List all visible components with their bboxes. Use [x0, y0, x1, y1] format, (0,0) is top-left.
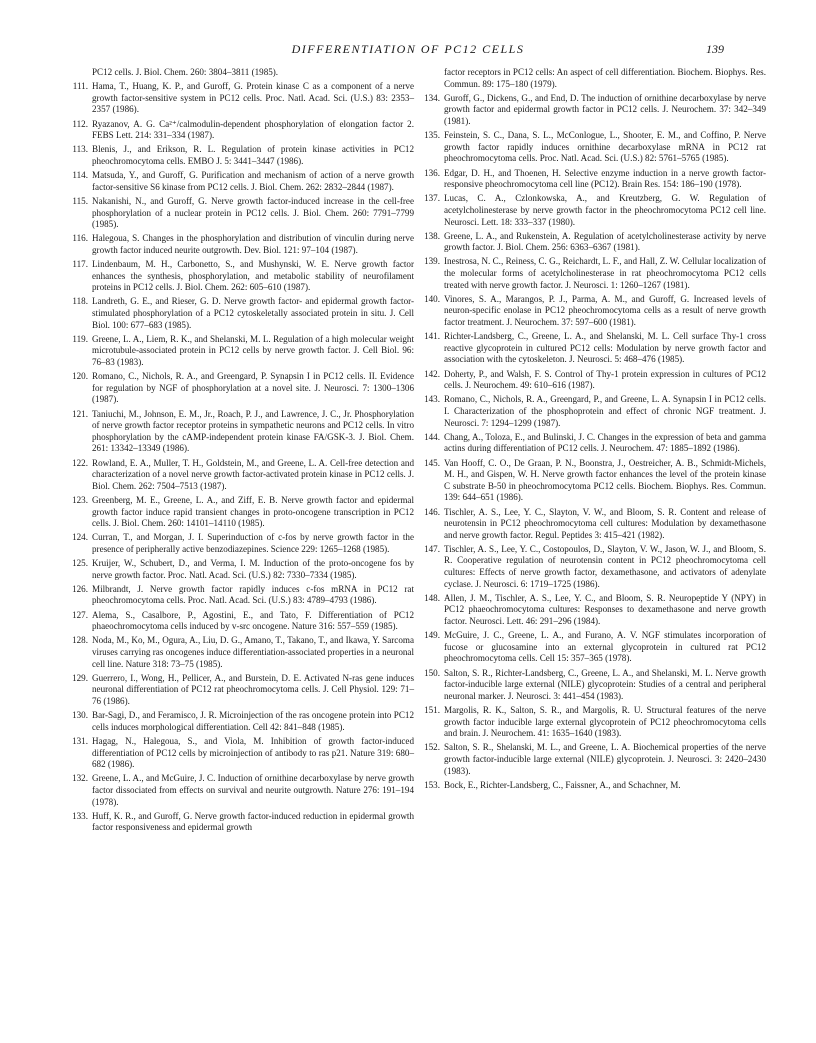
reference-text: Greene, L. A., Liem, R. K., and Shelanski, M. L. Regulation of a high molecular weight microtubule-associated protein in PC12 cells by nerve growth factor. J. Cell Biol. 96: 76–83 (1983). — [92, 333, 414, 367]
reference-column-right — [424, 67, 766, 794]
reference-text: PC12 cells. J. Biol. Chem. 260: 3804–3811 (1985). — [92, 67, 279, 77]
reference-text: Hagag, N., Halegoua, S., and Viola, M. Inhibition of growth factor-induced differentiation of PC12 cells by microinjection of antibody to ras p21. Nature 319: 680–682 (1986). — [92, 735, 414, 770]
reference-entry — [72, 233, 414, 256]
reference-number: 146. — [424, 506, 440, 517]
reference-entry — [72, 583, 414, 607]
reference-number: 119. — [72, 333, 88, 344]
reference-text: Bock, E., Richter-Landsberg, C., Faissner, A., and Schachner, M. — [444, 779, 681, 790]
reference-number: 124. — [72, 532, 88, 543]
reference-column-left — [72, 67, 414, 836]
reference-text: Matsuda, Y., and Guroff, G. Purification and mechanism of action of a nerve growth factor-sensitive S6 kinase from PC12 cells. J. Biol. Chem. 262: 2832–2844 (1987). — [92, 170, 414, 192]
reference-entry — [72, 81, 414, 116]
reference-text: factor receptors in PC12 cells: An aspect of cell differentiation. Biochem. Biophys. Res. Commun. 89: 175–180 (1979). — [444, 67, 766, 89]
reference-number: 132. — [72, 773, 88, 784]
reference-text: Feinstein, S. C., Dana, S. L., McConlogue, L., Shooter, E. M., and Coffino, P. Nerve growth factor rapidly induces ornithine decarboxylase mRNA in PC12 rat pheochromocytoma cells. Proc. Natl. Acad. Sci. (U.S.) 82: 5761–5765 (1985). — [444, 130, 766, 164]
reference-text: Richter-Landsberg, C., Greene, L. A., and Shelanski, M. L. Cell surface Thy-1 cross reactive glycoprotein in cultured PC12 cells: Modulation by nerve growth factor and association with the cytoskeleton. J. Neurosci. 5: 468–476 (1985). — [444, 331, 766, 365]
reference-entry — [72, 259, 414, 294]
reference-number: 127. — [72, 609, 88, 620]
reference-text: Guroff, G., Dickens, G., and End, D. The induction of ornithine decarboxylase by nerve growth factor and epidermal growth factor in PC12 cells. J. Neurochem. 37: 342–349 (1981). — [444, 92, 766, 126]
reference-entry — [72, 635, 414, 670]
reference-text: Lindenbaum, M. H., Carbonetto, S., and Mushynski, W. E. Nerve growth factor enhances the synthesis, phosphorylation, and metabolic stability of neurofilament proteins in PC12 cells. J. Biol. Chem. 262: 605–610 (1987). — [92, 259, 414, 293]
reference-number: 147. — [424, 543, 440, 554]
reference-entry — [424, 230, 766, 254]
reference-number: 123. — [72, 494, 88, 505]
reference-text: Chang, A., Toloza, E., and Bulinski, J. C. Changes in the expression of beta and gamma actins during differentiation of PC12 cells. J. Neurochem. 47: 1885–1892 (1986). — [444, 431, 766, 454]
reference-number: 118. — [72, 296, 88, 307]
reference-entry — [424, 431, 766, 455]
reference-entry — [424, 704, 766, 740]
reference-entry — [424, 167, 766, 191]
reference-text: Greenberg, M. E., Greene, L. A., and Ziff, E. B. Nerve growth factor and epidermal growth factor induce rapid transient changes in proto-oncogene transcription in PC12 cells. J. Biol. Chem. 260: 14101–14110 (1985). — [92, 494, 414, 529]
reference-number: 144. — [424, 431, 440, 442]
reference-number: 143. — [424, 394, 440, 405]
reference-entry — [424, 331, 766, 366]
reference-number: 128. — [72, 635, 88, 646]
page-number: 139 — [706, 42, 724, 56]
reference-entry — [424, 193, 766, 228]
running-title: DIFFERENTIATION OF PC12 CELLS — [291, 42, 525, 56]
reference-entry — [424, 92, 766, 128]
reference-number: 125. — [72, 558, 88, 569]
reference-text: Curran, T., and Morgan, J. I. Superinduction of c-fos by nerve growth factor in the presence of peripherally active benzodiazepines. Science 229: 1265–1268 (1985). — [92, 532, 414, 554]
reference-entry — [72, 118, 414, 142]
reference-entry — [72, 810, 414, 834]
reference-number: 126. — [72, 583, 88, 594]
reference-number: 116. — [72, 233, 88, 244]
reference-entry — [72, 672, 414, 708]
reference-number: 149. — [424, 630, 440, 641]
reference-entry — [424, 256, 766, 291]
reference-number: 142. — [424, 368, 440, 379]
reference-number: 131. — [72, 735, 88, 746]
reference-entry — [72, 144, 414, 167]
reference-number: 130. — [72, 710, 88, 721]
reference-number: 140. — [424, 293, 440, 304]
reference-entry — [424, 293, 766, 329]
reference-number: 152. — [424, 742, 440, 753]
page-header — [0, 40, 816, 60]
reference-text: Tischler, A. S., Lee, Y. C., Costopoulos, D., Slayton, V. W., Jason, W. J., and Bloom, S. R. Cooperative regulation of neurotensin content in PC12 pheochromocytoma cell cultures: Effects of nerve growth factor, dexamethasone, and activators of adenylate cyclase. J. Neurosci. 6: 1719–1725 (1986). — [444, 543, 766, 589]
reference-entry — [72, 609, 414, 633]
reference-number: 153. — [424, 779, 440, 790]
reference-text: Romano, C., Nichols, R. A., Greengard, P., and Greene, L. A. Synapsin I in PC12 cells. I. Characterization of the phosphoprotein and effect of chronic NGF treatment. J. Neurosci. 7: 1294–1299 (1987). — [444, 394, 766, 428]
reference-text: McGuire, J. C., Greene, L. A., and Furano, A. V. NGF stimulates incorporation of fucose or glucosamine into an external glycoprotein in cultured rat PC12 pheochromocytoma cells. Cell 15: 357–365 (1978). — [444, 630, 766, 664]
reference-text: Taniuchi, M., Johnson, E. M., Jr., Roach, P. J., and Lawrence, J. C., Jr. Phosphorylation of nerve growth factor receptor proteins in sympathetic neurons and PC12 cells. In vitro phosphorylation by the cAMP-independent protein kinase FA/GSK-3. J. Biol. Chem. 261: 13342–13349 (1986). — [92, 408, 414, 454]
reference-number: 135. — [424, 130, 440, 141]
reference-entry — [72, 457, 414, 493]
reference-entry — [424, 742, 766, 777]
reference-number: 145. — [424, 457, 440, 468]
reference-text: Edgar, D. H., and Thoenen, H. Selective enzyme induction in a nerve growth factor-responsive pheochromocytoma cell line (PC12). Brain Res. 154: 186–190 (1978). — [444, 167, 766, 190]
reference-text: Hama, T., Huang, K. P., and Guroff, G. Protein kinase C as a component of a nerve growth factor-sensitive system in PC12 cells. Proc. Natl. Acad. Sci. (U.S.) 83: 2353–2357 (1986). — [92, 81, 414, 115]
reference-entry — [424, 592, 766, 628]
reference-text: Lucas, C. A., Czlonkowska, A., and Kreutzberg, G. W. Regulation of acetylcholinesterase by nerve growth factor in the pheochromocytoma PC12 cell line. Neurosci. Lett. 18: 333–337 (1980). — [444, 193, 766, 227]
reference-text: Van Hooff, C. O., De Graan, P. N., Boonstra, J., Oestreicher, A. B., Schmidt-Michels, M. H., and Gispen, W. H. Nerve growth factor enhances the level of the protein kinase C substrate B-50 in pheochromocytoma PC12 cells. Biochem. Biophys. Res. Commun. 139: 644–651 (1986). — [444, 457, 766, 503]
reference-text: Greene, L. A., and Rukenstein, A. Regulation of acetylcholinesterase activity by nerve growth factor. J. Biol. Chem. 256: 6363–6367 (1981). — [444, 230, 766, 253]
reference-number: 120. — [72, 371, 88, 382]
reference-entry — [424, 543, 766, 590]
reference-entry — [424, 394, 766, 429]
reference-text: Huff, K. R., and Guroff, G. Nerve growth factor-induced reduction in epidermal growth factor responsiveness and epidermal growth — [92, 810, 414, 833]
reference-text: Guerrero, I., Wong, H., Pellicer, A., and Burstein, D. E. Activated N-ras gene induces neuronal differentiation of PC12 rat pheochromocytoma cells. J. Cell Physiol. 129: 71–76 (1986). — [92, 672, 414, 706]
reference-entry — [424, 667, 766, 703]
reference-number: 121. — [72, 408, 88, 419]
reference-entry — [72, 735, 414, 771]
reference-number: 150. — [424, 667, 440, 678]
reference-number: 139. — [424, 256, 440, 267]
reference-text: Allen, J. M., Tischler, A. S., Lee, Y. C., and Bloom, S. R. Neuropeptide Y (NPY) in PC12 phaeochromocytoma cultures: Responses to dexamethasone and nerve growth factor. Neurosci. Lett. 46: 291–296 (1984). — [444, 592, 766, 627]
reference-number: 117. — [72, 259, 88, 270]
reference-text: Margolis, R. K., Salton, S. R., and Margolis, R. U. Structural features of the nerve growth factor inducible large external glycoprotein of PC12 pheochromocytoma cells and brain. J. Neurochem. 41: 1635–1640 (1983). — [444, 704, 766, 739]
reference-entry — [72, 408, 414, 455]
reference-text: Noda, M., Ko, M., Ogura, A., Liu, D. G., Amano, T., Takano, T., and Ikawa, Y. Sarcoma viruses carrying ras oncogenes induce differentiation-associated properties in a neuronal cell line. Nature 318: 73–75 (1985). — [92, 635, 414, 669]
reference-number: 141. — [424, 331, 440, 342]
reference-number: 133. — [72, 810, 88, 821]
reference-entry — [78, 67, 414, 79]
reference-number: 129. — [72, 672, 88, 683]
reference-text: Nakanishi, N., and Guroff, G. Nerve growth factor-induced increase in the cell-free phosphorylation of a nuclear protein in PC12 cells. J. Biol. Chem. 260: 7791–7799 (1985). — [92, 195, 414, 230]
reference-number: 112. — [72, 118, 88, 129]
reference-number: 151. — [424, 704, 440, 715]
reference-entry — [424, 130, 766, 165]
reference-entry — [424, 506, 766, 542]
reference-entry — [72, 195, 414, 231]
reference-text: Rowland, E. A., Muller, T. H., Goldstein, M., and Greene, L. A. Cell-free detection and characterization of a novel nerve growth factor-activated protein kinase in PC12 cells. J. Biol. Chem. 262: 7504–7513 (1987). — [92, 457, 414, 491]
reference-text: Inestrosa, N. C., Reiness, C. G., Reichardt, L. F., and Hall, Z. W. Cellular localization of the molecular forms of acetylcholinesterase in rat pheochromocytoma PC12 cells treated with nerve growth factor. J. Neurosci. 1: 1260–1267 (1981). — [444, 256, 766, 290]
reference-entry — [72, 296, 414, 331]
reference-text: Vinores, S. A., Marangos, P. J., Parma, A. M., and Guroff, G. Increased levels of neuron-specific enolase in PC12 pheochromocytoma cells as a result of nerve growth factor treatment. J. Neurochem. 37: 597–600 (1981). — [444, 293, 766, 328]
reference-text: Greene, L. A., and McGuire, J. C. Induction of ornithine decarboxylase by nerve growth factor dissociated from effects on survival and neurite outgrowth. Nature 276: 191–194 (1978). — [92, 773, 414, 807]
reference-entry — [430, 67, 766, 90]
reference-number: 113. — [72, 144, 88, 155]
reference-text: Landreth, G. E., and Rieser, G. D. Nerve growth factor- and epidermal growth factor-stimulated phosphorylation of a PC12 cytoskeletally associated protein in situ. J. Cell Biol. 100: 677–683 (1985). — [92, 296, 414, 330]
reference-entry — [72, 170, 414, 193]
reference-entry — [72, 773, 414, 808]
reference-number: 111. — [72, 81, 88, 92]
reference-text: Halegoua, S. Changes in the phosphorylation and distribution of vinculin during nerve growth factor induced neurite outgrowth. Dev. Biol. 121: 97–104 (1987). — [92, 233, 414, 255]
reference-entry — [72, 333, 414, 369]
reference-number: 137. — [424, 193, 440, 204]
reference-entry — [72, 532, 414, 555]
reference-entry — [424, 630, 766, 665]
reference-entry — [424, 368, 766, 392]
reference-text: Bar-Sagi, D., and Feramisco, J. R. Microinjection of the ras oncogene protein into PC12 cells induces morphological differentiation. Cell 42: 841–848 (1985). — [92, 710, 414, 732]
reference-entry — [72, 371, 414, 406]
reference-text: Salton, S. R., Shelanski, M. L., and Greene, L. A. Biochemical properties of the nerve growth factor-inducible large external (NILE) glycoprotein. J. Neurosci. 3: 2420–2430 (1983). — [444, 742, 766, 776]
reference-entry — [72, 494, 414, 530]
reference-text: Blenis, J., and Erikson, R. L. Regulation of protein kinase activities in PC12 pheochromocytoma cells. EMBO J. 5: 3441–3447 (1986). — [92, 144, 414, 166]
reference-number: 115. — [72, 195, 88, 206]
reference-number: 134. — [424, 92, 440, 103]
reference-number: 138. — [424, 230, 440, 241]
reference-number: 114. — [72, 170, 88, 181]
reference-text: Kruijer, W., Schubert, D., and Verma, I. M. Induction of the proto-oncogene fos by nerve growth factor. Proc. Natl. Acad. Sci. (U.S.) 82: 7330–7334 (1985). — [92, 558, 414, 580]
reference-text: Milbrandt, J. Nerve growth factor rapidly induces c-fos mRNA in PC12 rat pheochromocytoma cells. Proc. Natl. Acad. Sci. (U.S.) 83: 4789–4793 (1986). — [92, 583, 414, 606]
reference-text: Alema, S., Casalbore, P., Agostini, E., and Tato, F. Differentiation of PC12 phaeochromocytoma cells induced by v-src oncogene. Nature 316: 557–559 (1985). — [92, 609, 414, 632]
reference-entry — [72, 710, 414, 733]
reference-text: Doherty, P., and Walsh, F. S. Control of Thy-1 protein expression in cultures of PC12 cells. J. Neurochem. 49: 610–616 (1987). — [444, 368, 766, 391]
reference-number: 148. — [424, 592, 440, 603]
reference-text: Ryazanov, A. G. Ca²⁺/calmodulin-dependent phosphorylation of elongation factor 2. FEBS Lett. 214: 331–334 (1987). — [92, 118, 414, 141]
reference-entry — [72, 558, 414, 581]
reference-number: 122. — [72, 457, 88, 468]
reference-number: 136. — [424, 167, 440, 178]
reference-text: Tischler, A. S., Lee, Y. C., Slayton, V. W., and Bloom, S. R. Content and release of neurotensin in PC12 pheochromocytoma cell cultures: Modulation by dexamethasone and nerve growth factor. Regul. Peptides 3: 415–421 (1982). — [444, 506, 766, 540]
reference-entry — [424, 457, 766, 504]
reference-entry — [424, 779, 766, 792]
reference-text: Romano, C., Nichols, R. A., and Greengard, P. Synapsin I in PC12 cells. II. Evidence for regulation by NGF of phosphorylation at a novel site. J. Neurosci. 7: 1300–1306 (1987). — [92, 371, 414, 405]
reference-text: Salton, S. R., Richter-Landsberg, C., Greene, L. A., and Shelanski, M. L. Nerve growth factor-inducible large external (NILE) glycoprotein: Studies of a central and peripheral neuronal marker. J. Neurosci. 3: 441–454 (1983). — [444, 667, 766, 701]
